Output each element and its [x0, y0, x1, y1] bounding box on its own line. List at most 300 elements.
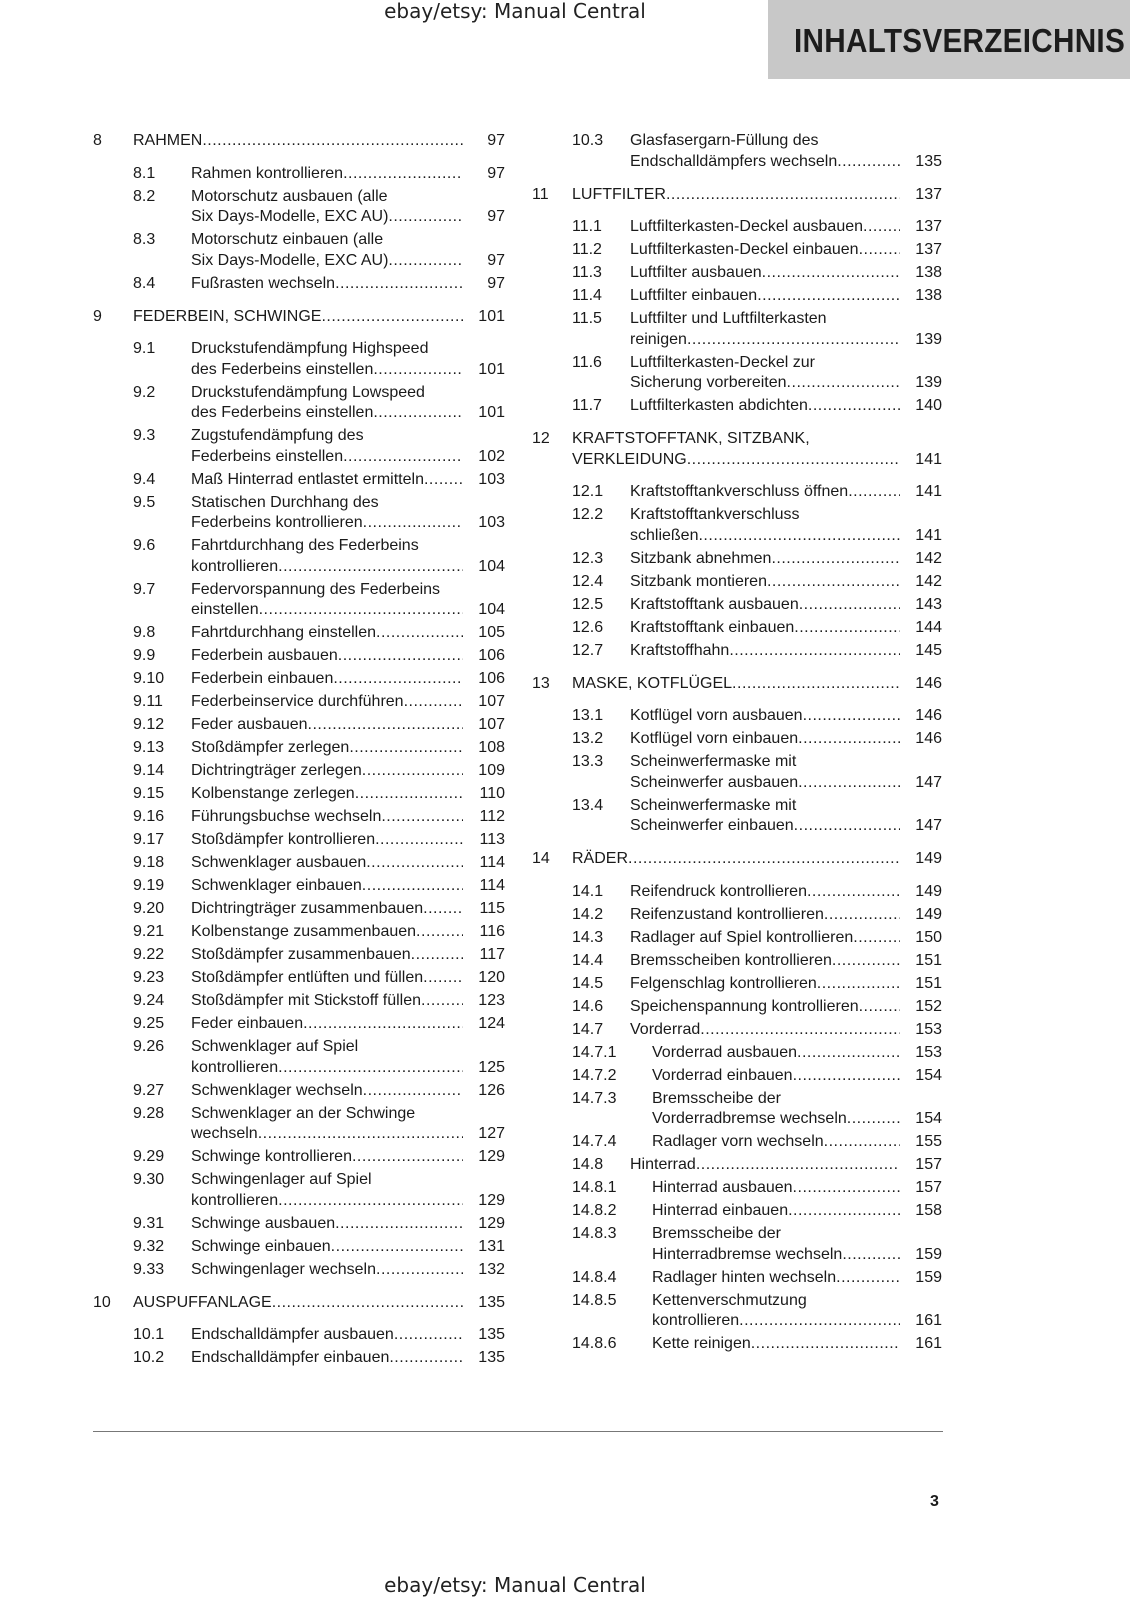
toc-entry-title-line: Motorschutz einbauen (alle	[191, 231, 384, 248]
dot-leader	[767, 572, 900, 593]
toc-subsection[interactable]	[532, 549, 942, 570]
toc-subsection[interactable]	[93, 274, 505, 295]
toc-entry-title	[630, 796, 942, 837]
toc-entry-title-line: Schwingenlager auf Spiel	[191, 1171, 372, 1188]
toc-subsection[interactable]	[93, 230, 505, 271]
dot-leader	[824, 905, 900, 926]
toc-entry-page: 101	[478, 360, 505, 378]
toc-subsection[interactable]	[93, 1325, 505, 1346]
toc-subsection[interactable]	[532, 286, 942, 307]
toc-subsection[interactable]	[93, 991, 505, 1012]
toc-subsection[interactable]	[93, 1037, 505, 1078]
toc-entry-page: 141	[915, 450, 942, 468]
toc-entry-number: 14.7.3	[572, 1089, 617, 1107]
toc-entry-title	[630, 905, 942, 926]
toc-subsection[interactable]	[532, 1020, 942, 1041]
toc-entry-number: 11.7	[572, 397, 602, 414]
toc-entry-number: 13.2	[572, 730, 604, 747]
toc-entry-page: 153	[915, 1020, 942, 1038]
toc-entry-number: 9.20	[133, 900, 165, 917]
toc-entry-number: 8.1	[133, 164, 156, 182]
toc-subsubsection[interactable]	[532, 1089, 942, 1130]
toc-entry-title-row	[191, 1058, 505, 1079]
toc-section[interactable]	[532, 429, 942, 470]
dot-leader	[373, 403, 463, 424]
toc-subsection[interactable]	[532, 752, 942, 793]
toc-subsubsection[interactable]	[532, 1334, 942, 1355]
toc-entry-page: 116	[479, 923, 505, 940]
toc-entry-title	[630, 263, 942, 284]
toc-subsection[interactable]	[93, 164, 505, 185]
toc-entry-title-row	[191, 876, 505, 897]
toc-entry-page: 104	[478, 601, 505, 618]
toc-entry-title-line: Fußrasten wechseln	[191, 274, 336, 292]
toc-entry-page: 97	[487, 274, 505, 292]
toc-subsubsection[interactable]	[532, 1043, 942, 1064]
toc-subsection[interactable]	[93, 830, 505, 851]
toc-entry-title-line: Kraftstofftankverschluss	[630, 506, 800, 523]
toc-entry-title-line: Glasfasergarn-Füllung des	[630, 132, 819, 149]
toc-entry-number: 12.5	[572, 595, 604, 613]
toc-entry-number: 12	[532, 430, 550, 447]
toc-entry-number: 14.6	[572, 997, 604, 1015]
toc-subsection[interactable]	[93, 470, 505, 491]
toc-subsection[interactable]	[93, 738, 505, 759]
toc-entry-title-line: Vorderradbremse wechseln	[652, 1110, 847, 1127]
toc-entry-title-row	[133, 307, 505, 328]
toc-entry-title	[191, 1260, 505, 1281]
toc-entry-number: 9.30	[133, 1171, 165, 1188]
toc-entry-title-row	[191, 513, 505, 534]
toc-subsection[interactable]	[93, 1237, 505, 1258]
toc-entry-title	[191, 470, 505, 491]
toc-entry-page: 139	[915, 374, 942, 391]
toc-entry-title-line: des Federbeins einstellen	[191, 360, 374, 378]
toc-entry-title-line: Fahrtdurchhang einstellen	[191, 624, 377, 641]
dot-leader	[349, 738, 463, 759]
dot-leader	[793, 1178, 900, 1199]
toc-entry-page: 152	[915, 997, 942, 1015]
dot-leader	[423, 968, 463, 989]
toc-entry-title-line: Schwinge ausbauen	[191, 1214, 336, 1232]
toc-entry-title	[652, 1089, 942, 1130]
toc-entry-title-row	[630, 263, 942, 284]
toc-entry-title-row	[191, 1014, 505, 1035]
toc-section[interactable]	[532, 674, 942, 695]
toc-entry-title	[191, 580, 505, 621]
toc-entry-page: 132	[478, 1260, 505, 1278]
toc-entry-title	[572, 429, 942, 470]
toc-subsection[interactable]	[93, 853, 505, 874]
toc-entry-number: 12.2	[572, 506, 604, 523]
toc-entry-title-line: Luftfilterkasten-Deckel einbauen	[630, 241, 859, 258]
toc-subsection[interactable]	[93, 1170, 505, 1211]
toc-entry-title-line: Stoßdämpfer entlüften und füllen	[191, 969, 424, 986]
dot-leader	[272, 1293, 463, 1314]
toc-entry-title-row	[630, 240, 942, 261]
toc-entry-title-row	[191, 899, 505, 920]
toc-entry-title	[191, 922, 505, 943]
watermark-top: ebay/etsy: Manual Central	[384, 0, 646, 23]
toc-entry-number: 11.2	[572, 241, 602, 258]
toc-subsection[interactable]	[93, 383, 505, 424]
dot-leader	[381, 807, 463, 828]
toc-entry-title-row	[191, 853, 505, 874]
toc-subsubsection[interactable]	[532, 1291, 942, 1332]
dot-leader	[331, 1237, 463, 1258]
toc-entry-title-row	[191, 1237, 505, 1258]
toc-entry-title-row	[191, 991, 505, 1012]
toc-subsection[interactable]	[93, 761, 505, 782]
toc-entry-page: 147	[915, 773, 942, 791]
header-banner	[768, 0, 1130, 79]
toc-entry-number: 9.21	[133, 923, 165, 940]
toc-subsection[interactable]	[532, 796, 942, 837]
toc-entry-title	[630, 595, 942, 616]
toc-entry-number: 13	[532, 674, 550, 692]
toc-subsection[interactable]	[93, 623, 505, 644]
toc-entry-title-line: Schwenklager wechseln	[191, 1081, 363, 1099]
toc-entry-title-line: Federbein ausbauen	[191, 647, 338, 664]
toc-entry-title	[630, 217, 942, 238]
dot-leader	[808, 396, 900, 417]
toc-entry-title	[191, 1014, 505, 1035]
toc-entry-title-row	[191, 1325, 505, 1346]
toc-section[interactable]	[532, 185, 942, 206]
toc-entry-title-line: Vorderrad ausbauen	[652, 1043, 797, 1061]
toc-entry-page: 140	[915, 397, 942, 414]
toc-entry-title	[652, 1066, 942, 1087]
toc-entry-title-line: Federbein einbauen	[191, 670, 334, 687]
toc-subsection[interactable]	[532, 309, 942, 350]
toc-entry-number: 9.32	[133, 1237, 165, 1255]
toc-entry-page: 127	[478, 1125, 505, 1142]
toc-subsection[interactable]	[93, 899, 505, 920]
toc-subsection[interactable]	[532, 396, 942, 417]
toc-entry-page: 149	[915, 905, 942, 923]
dot-leader	[837, 152, 900, 173]
toc-entry-title-line: Stoßdämpfer zerlegen	[191, 739, 350, 756]
toc-entry-page: 109	[478, 762, 505, 779]
toc-entry-title-row	[191, 1214, 505, 1235]
toc-entry-title-line: Kette reinigen	[652, 1335, 751, 1352]
dot-leader	[343, 447, 463, 468]
toc-subsection[interactable]	[93, 646, 505, 667]
toc-entry-title	[191, 1170, 505, 1211]
toc-entry-number: 14.8.3	[572, 1225, 617, 1242]
toc-entry-number: 12.3	[572, 549, 604, 567]
dot-leader	[794, 618, 900, 639]
toc-entry-page: 97	[487, 164, 505, 182]
toc-entry-number: 11.1	[572, 218, 602, 235]
toc-entry-title-line: Kraftstofftankverschluss öffnen	[630, 483, 849, 500]
dot-leader	[842, 1245, 900, 1266]
dot-leader	[394, 1325, 463, 1346]
toc-subsection[interactable]	[93, 493, 505, 534]
dot-leader	[373, 360, 463, 381]
toc-entry-title-line: Reifenzustand kontrollieren	[630, 905, 824, 923]
toc-subsection[interactable]	[93, 187, 505, 228]
toc-entry-title-line: Hinterrad einbauen	[652, 1202, 789, 1219]
toc-subsection[interactable]	[532, 240, 942, 261]
dot-leader	[803, 706, 900, 727]
toc-subsection[interactable]	[93, 1014, 505, 1035]
toc-entry-title-row	[652, 1066, 942, 1087]
dot-leader	[335, 1214, 463, 1235]
toc-subsection[interactable]	[532, 572, 942, 593]
toc-entry-title-line: Luftfilterkasten-Deckel ausbauen	[630, 218, 864, 235]
toc-entry-title-row	[652, 1311, 942, 1332]
toc-subsubsection[interactable]	[532, 1178, 942, 1199]
toc-entry-title-line: kontrollieren	[191, 1058, 279, 1076]
toc-entry-title-line: Endschalldämpfers wechseln	[630, 152, 838, 170]
toc-entry-page: 143	[915, 595, 942, 613]
toc-entry-title-row	[191, 1124, 505, 1145]
dot-leader	[202, 131, 463, 152]
toc-entry-page: 110	[479, 785, 505, 802]
toc-subsubsection[interactable]	[532, 1132, 942, 1153]
dot-leader	[343, 164, 463, 185]
toc-entry-title	[630, 572, 942, 593]
toc-subsection[interactable]	[532, 217, 942, 238]
toc-entry-page: 105	[478, 624, 505, 641]
toc-entry-title	[630, 997, 942, 1018]
dot-leader	[362, 876, 463, 897]
dot-leader	[739, 1311, 900, 1332]
dot-leader	[352, 1147, 463, 1168]
toc-entry-title-row	[630, 951, 942, 972]
toc-entry-title-row	[191, 600, 505, 621]
toc-entry-title-line: Fahrtdurchhang des Federbeins	[191, 537, 419, 554]
toc-entry-title	[191, 761, 505, 782]
toc-entry-page: 145	[915, 641, 942, 659]
toc-subsection[interactable]	[93, 1260, 505, 1281]
toc-subsection[interactable]	[93, 784, 505, 805]
toc-subsection[interactable]	[532, 1155, 942, 1176]
toc-entry-number: 10.2	[133, 1349, 165, 1366]
dot-leader	[404, 692, 463, 713]
toc-entry-title-line: kontrollieren	[191, 557, 279, 575]
toc-subsection[interactable]	[93, 807, 505, 828]
dot-leader	[687, 450, 900, 471]
toc-entry-title	[191, 536, 505, 577]
toc-subsection[interactable]	[93, 945, 505, 966]
toc-entry-title-line: Federvorspannung des Federbeins	[191, 580, 441, 598]
toc-entry-page: 101	[478, 404, 505, 421]
toc-entry-title	[133, 1293, 505, 1314]
toc-subsection[interactable]	[532, 882, 942, 903]
toc-subsection[interactable]	[93, 1348, 505, 1369]
toc-entry-page: 155	[915, 1133, 942, 1150]
toc-entry-title-line: Reifendruck kontrollieren	[630, 882, 807, 900]
toc-entry-title	[572, 674, 942, 695]
toc-entry-title-row	[191, 1348, 505, 1369]
toc-entry-page: 126	[478, 1081, 505, 1099]
toc-entry-title-row	[630, 572, 942, 593]
toc-subsection[interactable]	[532, 641, 942, 662]
toc-entry-title	[191, 187, 505, 228]
dot-leader	[258, 1124, 463, 1145]
toc-entry-page: 104	[478, 557, 505, 575]
dot-leader	[423, 899, 463, 920]
toc-entry-title-row	[630, 618, 942, 639]
toc-section[interactable]	[93, 131, 505, 152]
dot-leader	[799, 595, 900, 616]
toc-entry-title-row	[191, 669, 505, 690]
toc-entry-title-line: MASKE, KOTFLÜGEL	[572, 674, 733, 692]
toc-entry-title-row	[572, 450, 942, 471]
toc-subsection[interactable]	[532, 353, 942, 394]
toc-subsection[interactable]	[532, 928, 942, 949]
toc-subsubsection[interactable]	[532, 1224, 942, 1265]
toc-subsection[interactable]	[93, 1214, 505, 1235]
toc-section[interactable]	[93, 307, 505, 328]
toc-entry-number: 14.7.4	[572, 1133, 617, 1150]
toc-subsection[interactable]	[93, 669, 505, 690]
toc-entry-title	[191, 1325, 505, 1346]
toc-subsection[interactable]	[93, 968, 505, 989]
toc-entry-number: 14.8.2	[572, 1202, 617, 1219]
toc-entry-title	[630, 482, 942, 503]
toc-entry-page: 103	[478, 514, 505, 531]
toc-entry-page: 129	[478, 1191, 505, 1209]
toc-entry-number: 11.5	[572, 310, 602, 327]
toc-entry-title-row	[191, 761, 505, 782]
toc-entry-title-line: wechseln	[191, 1125, 258, 1142]
toc-subsubsection[interactable]	[532, 1066, 942, 1087]
toc-entry-number: 11.6	[572, 353, 602, 371]
toc-entry-page: 161	[915, 1312, 942, 1329]
toc-entry-title	[191, 876, 505, 897]
toc-subsection[interactable]	[532, 997, 942, 1018]
toc-section[interactable]	[93, 1293, 505, 1314]
toc-entry-title-row	[191, 646, 505, 667]
toc-entry-title-line: Maß Hinterrad entlastet ermitteln	[191, 470, 424, 488]
dot-leader	[788, 1201, 900, 1222]
toc-entry-title-row	[191, 945, 505, 966]
toc-section[interactable]	[532, 849, 942, 870]
toc-entry-title-row	[630, 286, 942, 307]
toc-entry-number: 12.7	[572, 641, 604, 659]
toc-entry-title	[191, 493, 505, 534]
toc-entry-title	[191, 715, 505, 736]
toc-subsection[interactable]	[532, 729, 942, 750]
toc-subsection[interactable]	[93, 692, 505, 713]
toc-subsection[interactable]	[93, 1147, 505, 1168]
toc-entry-page: 146	[915, 707, 942, 724]
toc-entry-number: 13.1	[572, 707, 604, 724]
toc-subsection[interactable]	[93, 536, 505, 577]
toc-entry-title-line: Luftfilterkasten abdichten	[630, 397, 808, 414]
toc-entry-number: 9.24	[133, 992, 165, 1009]
toc-subsection[interactable]	[93, 580, 505, 621]
toc-entry-page: 97	[487, 208, 505, 225]
dot-leader	[362, 761, 463, 782]
toc-subsection[interactable]	[532, 951, 942, 972]
toc-subsubsection[interactable]	[532, 1268, 942, 1289]
toc-entry-title-line: Kraftstoffhahn	[630, 641, 730, 659]
toc-subsection[interactable]	[532, 618, 942, 639]
toc-subsection[interactable]	[532, 482, 942, 503]
toc-entry-title-row	[133, 1293, 505, 1314]
toc-subsection[interactable]	[532, 905, 942, 926]
toc-subsection[interactable]	[532, 263, 942, 284]
toc-entry-page: 150	[915, 928, 942, 946]
toc-subsection[interactable]	[532, 595, 942, 616]
dot-leader	[363, 513, 463, 534]
toc-entry-title-row	[191, 692, 505, 713]
toc-subsection[interactable]	[532, 974, 942, 995]
toc-entry-title-line: RAHMEN	[133, 132, 203, 149]
toc-entry-title-row	[191, 784, 505, 805]
toc-entry-title-row	[630, 997, 942, 1018]
toc-subsection[interactable]	[93, 426, 505, 467]
toc-entry-title-row	[191, 715, 505, 736]
toc-subsection[interactable]	[93, 339, 505, 380]
toc-entry-number: 8.2	[133, 187, 156, 205]
toc-subsection[interactable]	[93, 1104, 505, 1145]
toc-entry-number: 9.22	[133, 946, 165, 963]
toc-entry-title	[652, 1043, 942, 1064]
toc-entry-title-line: Federbeins kontrollieren	[191, 514, 363, 531]
toc-subsection[interactable]	[93, 715, 505, 736]
toc-subsection[interactable]	[93, 1081, 505, 1102]
toc-entry-title-line: Feder einbauen	[191, 1015, 304, 1032]
dot-leader	[771, 549, 900, 570]
toc-entry-title-row	[630, 773, 942, 794]
toc-entry-title-row	[191, 830, 505, 851]
toc-entry-page: 137	[915, 241, 942, 258]
toc-entry-page: 97	[487, 132, 505, 149]
toc-subsubsection[interactable]	[532, 1201, 942, 1222]
toc-entry-number: 11	[532, 185, 549, 203]
toc-subsection[interactable]	[93, 876, 505, 897]
toc-entry-title	[191, 1081, 505, 1102]
toc-entry-page: 146	[915, 730, 942, 747]
toc-entry-title-row	[191, 1081, 505, 1102]
toc-entry-title-row	[630, 217, 942, 238]
toc-entry-page: 129	[478, 1148, 505, 1165]
toc-entry-title	[630, 618, 942, 639]
dot-leader	[321, 307, 463, 328]
toc-entry-title	[652, 1178, 942, 1199]
toc-entry-number: 9.12	[133, 716, 165, 733]
dot-leader	[797, 1043, 900, 1064]
toc-entry-title-line: Bremsscheibe der	[652, 1225, 781, 1242]
toc-entry-title	[630, 752, 942, 793]
dot-leader	[863, 217, 900, 238]
toc-entry-title-row	[630, 729, 942, 750]
toc-entry-title-line: AUSPUFFANLAGE	[133, 1293, 272, 1311]
toc-subsection[interactable]	[532, 505, 942, 546]
toc-entry-title	[191, 991, 505, 1012]
dot-leader	[363, 1081, 463, 1102]
toc-entry-page: 107	[478, 693, 505, 710]
toc-subsection[interactable]	[532, 706, 942, 727]
toc-subsection[interactable]	[532, 131, 942, 172]
dot-leader	[375, 830, 463, 851]
toc-entry-number: 14.7.1	[572, 1043, 617, 1061]
toc-subsection[interactable]	[93, 922, 505, 943]
toc-entry-title-row	[652, 1268, 942, 1289]
toc-entry-title-row	[191, 164, 505, 185]
toc-entry-title-row	[630, 816, 942, 837]
toc-entry-title	[191, 899, 505, 920]
toc-entry-number: 8	[93, 132, 102, 149]
toc-entry-title-row	[191, 738, 505, 759]
dot-leader	[762, 263, 900, 284]
dot-leader	[824, 1132, 900, 1153]
